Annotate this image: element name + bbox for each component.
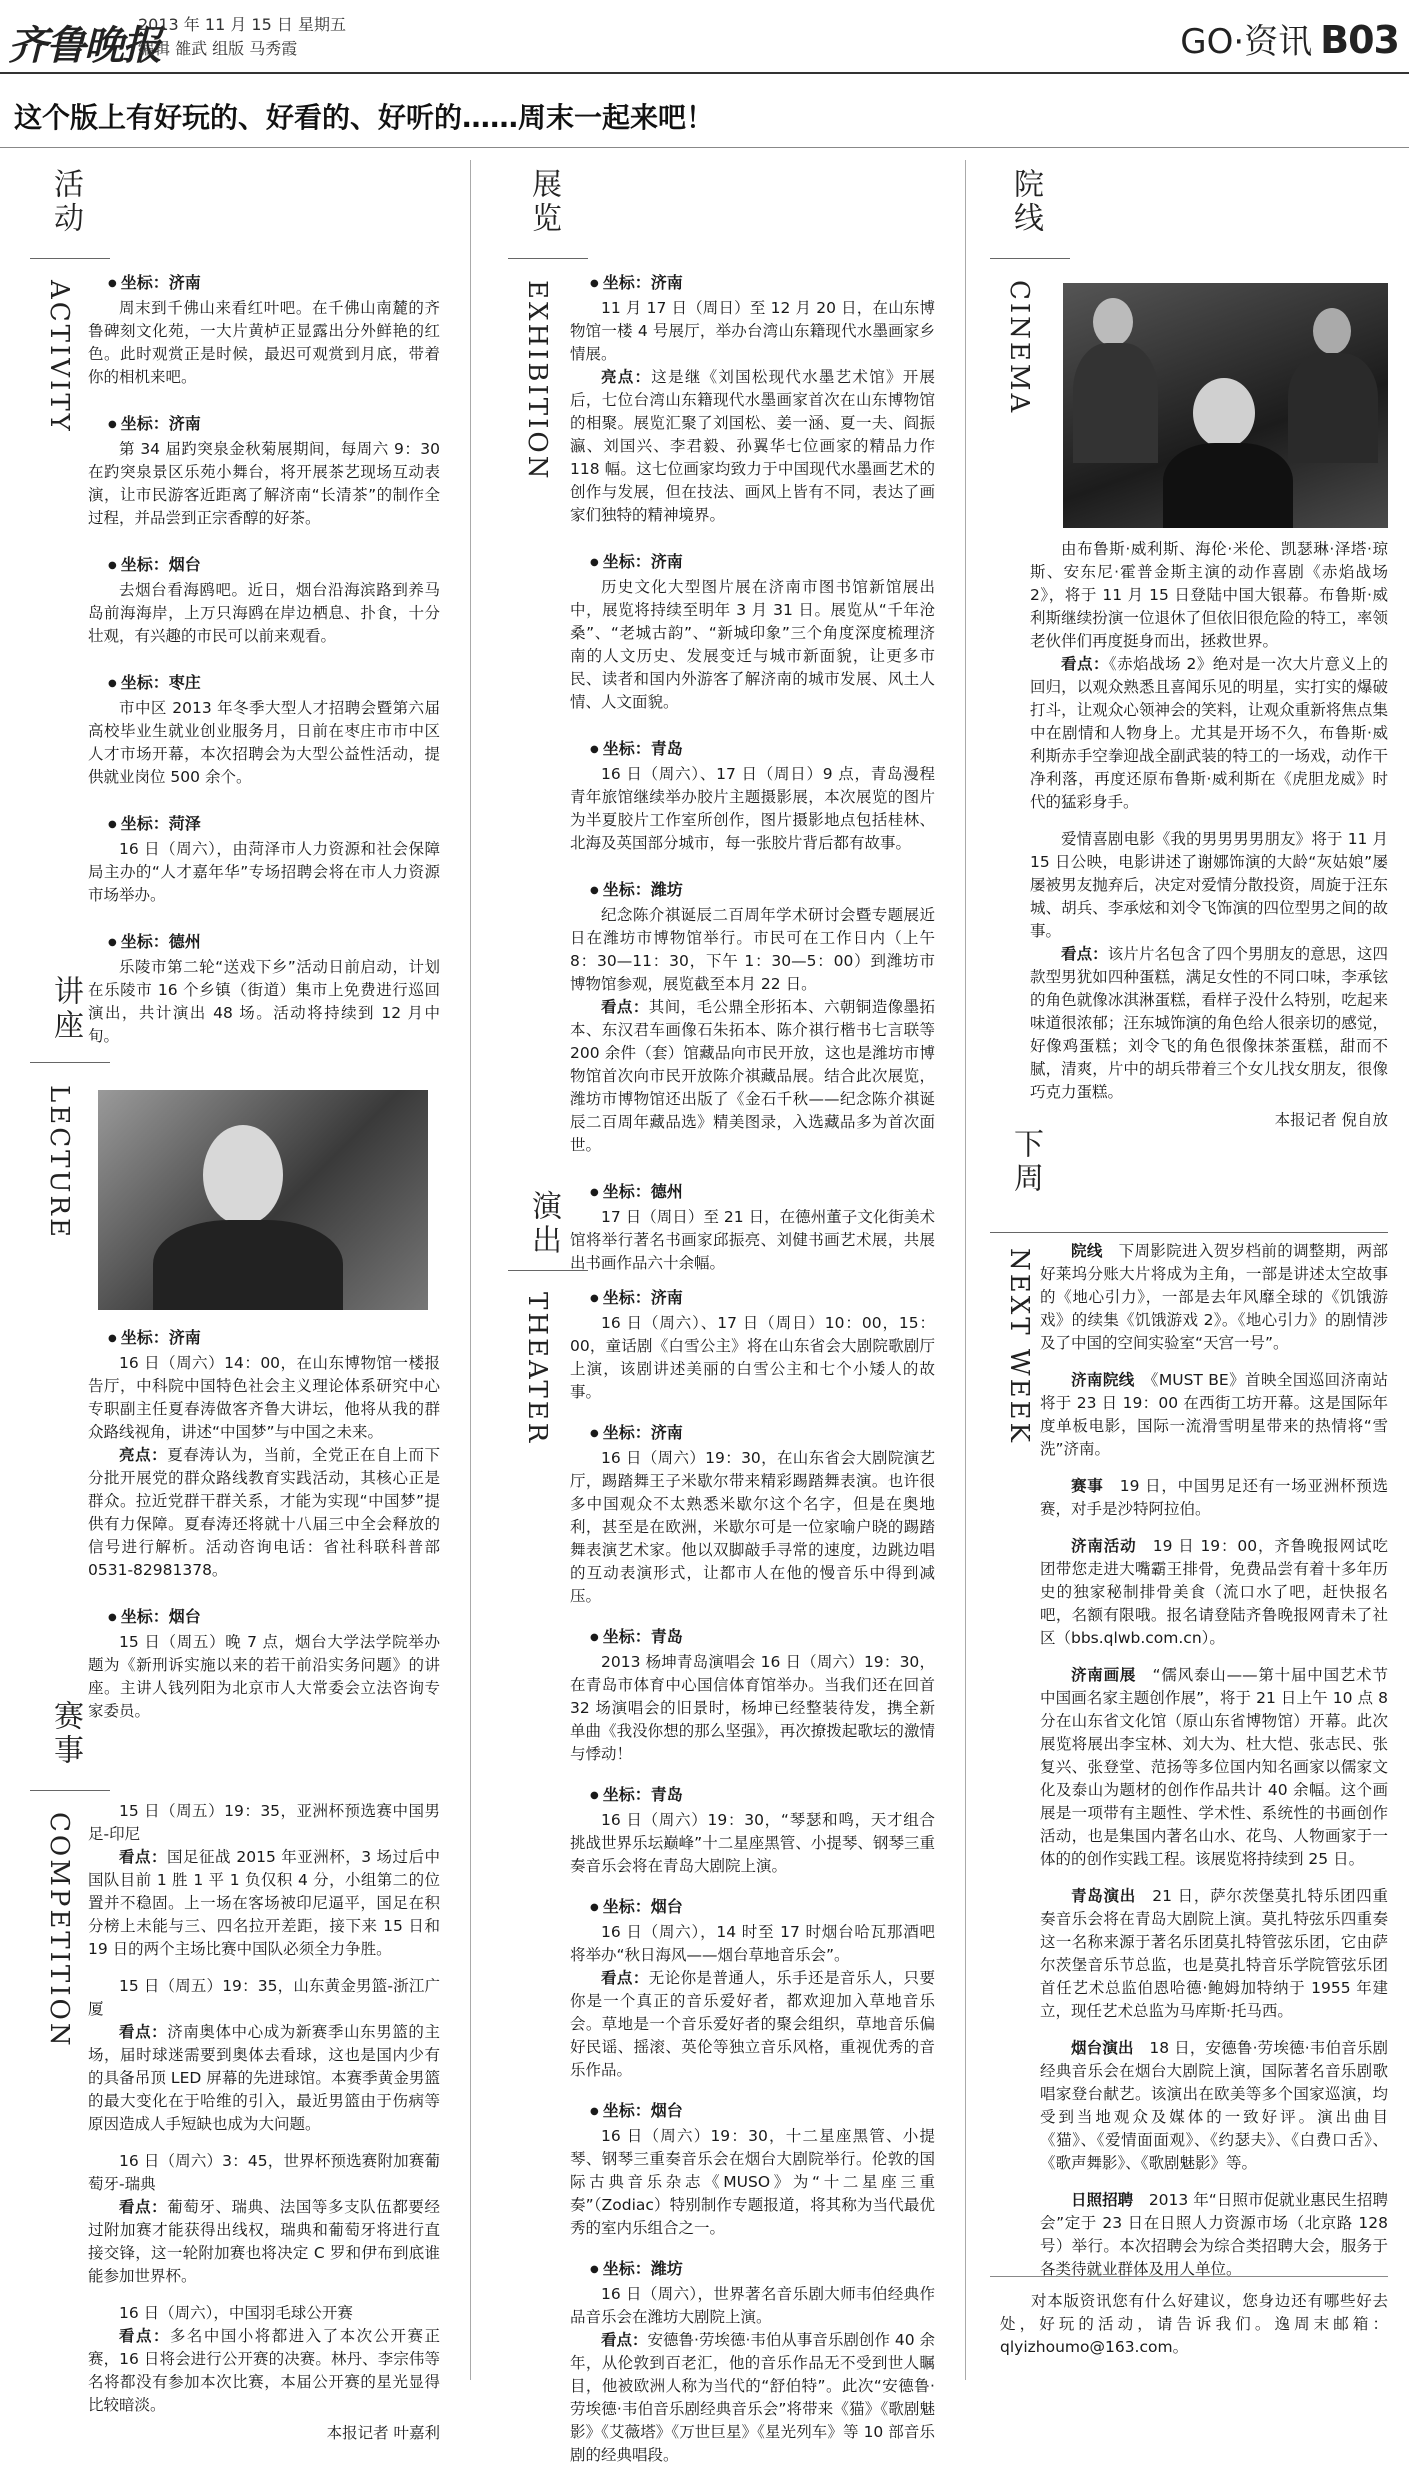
location-tag: ● 坐标：德州 [88, 929, 440, 952]
figure-body [1163, 443, 1293, 528]
portrait-face [203, 1125, 283, 1225]
item-highlight [88, 2196, 440, 2288]
list-item [570, 2098, 935, 2240]
issue-date: 2013 年 11 月 15 日 星期五 [138, 15, 346, 34]
item-text: 由布鲁斯·威利斯、海伦·米伦、凯瑟琳·泽塔·琼斯、安东尼·霍普金斯主演的动作喜剧《赤焰战场 2》，将于 11 月 15 日登陆中国大银幕。布鲁斯·威利斯继续扮演一位退休了但依旧很危险的特工，率领老伙伴们再度挺身而出，拯救世界。 [1030, 540, 1388, 650]
item-text: 17 日（周日）至 21 日，在德州董子文化街美术馆将举行著名书画家邱振亮、刘健书画艺术展，共展出书画作品六十余幅。 [570, 1208, 935, 1272]
list-item [1040, 1475, 1388, 1521]
location-tag: ● 坐标：烟台 [570, 1894, 935, 1917]
location-tag: ● 坐标：济南 [88, 270, 440, 293]
item-highlight [88, 2021, 440, 2136]
highlight-label: 看点： [601, 998, 649, 1016]
item-highlight [570, 2329, 935, 2467]
list-item [1040, 1885, 1388, 2023]
item-label: 日照招聘 [1071, 2191, 1134, 2209]
location-tag: ● 坐标：潍坊 [570, 2256, 935, 2279]
highlight-label: 看点： [119, 1848, 167, 1866]
highlight-label: 看点： [119, 2327, 170, 2345]
list-item [88, 2150, 440, 2288]
list-item [570, 1894, 935, 2082]
location-tag: ● 坐标：烟台 [88, 1604, 440, 1627]
headline-rule [0, 147, 1409, 148]
figure-head [1313, 308, 1351, 354]
location-tag: ● 坐标：青岛 [570, 736, 935, 759]
item-label: 济南院线 [1071, 1371, 1135, 1389]
item-text: 2013 杨坤青岛演唱会 16 日（周六）19：30，在青岛市体育中心国信体育馆举办。当我们还在回首 32 场演唱会的旧景时，杨坤已经整装待发，携全新单曲《我没你想的那么坚强》，再次撩拨起歌坛的激情与悸动！ [570, 1653, 935, 1763]
footer-rule [990, 2276, 1388, 2277]
item-text: 爱情喜剧电影《我的男男男男朋友》将于 11 月 15 日公映，电影讲述了谢娜饰演的大龄“灰姑娘”屡屡被男友抛弃后，决定对爱情分散投资，周旋于汪东城、胡兵、李承炫和刘令飞饰演的四位型男之间的故事。 [1030, 830, 1388, 940]
location-tag: ● 坐标：济南 [570, 1420, 935, 1443]
section-subtitle-nextweek: NEXT WEEK [1004, 1248, 1034, 1445]
item-highlight [570, 1967, 935, 2082]
list-item [570, 1179, 935, 1275]
list-item [570, 877, 935, 1157]
list-item [1040, 2189, 1388, 2281]
item-text: 15 日（周五）晚 7 点，烟台大学法学院举办题为《新刑诉实施以来的若干前沿实务问题》的讲座。主讲人钱列阳为北京市人大常委会立法咨询专家委员。 [88, 1633, 440, 1720]
item-text: 乐陵市第二轮“送戏下乡”活动日前启动，计划在乐陵市 16 个乡镇（街道）集市上免费进行巡回演出，共计演出 48 场。活动将持续到 12 月中旬。 [88, 958, 440, 1045]
section-rule [990, 258, 1070, 259]
location-tag: ● 坐标：烟台 [88, 552, 440, 575]
item-text: 19 日 19：00，齐鲁晚报网试吃团带您走进大嘴霸王排骨，免费品尝有着十多年历史的独家秘制排骨美食（流口水了吧，赶快报名吧，名额有限哦。报名请登陆齐鲁晚报网青未了社区（bbs.qlwb.com.cn）。 [1040, 1537, 1388, 1647]
highlight-label: 看点： [1061, 655, 1109, 673]
list-item [570, 549, 935, 714]
location-tag: ● 坐标：枣庄 [88, 670, 440, 693]
figure-head [1193, 378, 1255, 448]
highlight-text: 夏春涛认为，当前，全党正在自上而下分批开展党的群众路线教育实践活动，其核心正是群众。拉近党群干群关系，才能为实现“中国梦”提供有力保障。夏春涛还将就十八届三中全会释放的信号进行解析。活动咨询电话：省社科联科普部 0531-82981378。 [88, 1446, 440, 1579]
list-item [1040, 1369, 1388, 1461]
section-rule [30, 258, 110, 259]
list-item [570, 1420, 935, 1608]
item-text: 16 日（周六），由菏泽市人力资源和社会保障局主办的“人才嘉年华”专场招聘会将在市人力资源市场举办。 [88, 840, 440, 904]
list-item [1040, 2037, 1388, 2175]
location-tag: ● 坐标：烟台 [570, 2098, 935, 2121]
item-label: 赛事 [1071, 1477, 1104, 1495]
item-text: 18 日，安德鲁·劳埃德·韦伯音乐剧经典音乐会在烟台大剧院上演，国际著名音乐剧歌唱家登台献艺。该演出在欧美等多个国家巡演，均受到当地观众及媒体的一致好评。演出曲目《猫》、《爱情面面观》、《约瑟夫》、《白费口舌》、《歌声舞影》、《歌剧魅影》等。 [1040, 2039, 1388, 2172]
list-item [570, 736, 935, 855]
nextweek-list [1040, 1240, 1388, 2295]
item-highlight [1030, 653, 1388, 814]
highlight-text: 葡萄牙、瑞典、法国等多支队伍都要经过附加赛才能获得出线权，瑞典和葡萄牙将进行直接交锋，这一轮附加赛也将决定 C 罗和伊布到底谁能参加世界杯。 [88, 2198, 440, 2285]
item-text: 16 日（周六）14：00，在山东博物馆一楼报告厅，中科院中国特色社会主义理论体系研究中心专职副主任夏春涛做客齐鲁大讲坛，他将从我的群众路线视角，讲述“中国梦”与中国之未来。 [88, 1354, 440, 1441]
section-rule [30, 1790, 110, 1791]
location-tag: ● 坐标：济南 [88, 411, 440, 434]
item-label: 济南画展 [1071, 1666, 1137, 1684]
location-tag: ● 坐标：济南 [570, 549, 935, 572]
highlight-text: 其间，毛公鼎全形拓本、六朝铜造像墨拓本、东汉君车画像石朱拓本、陈介祺行楷书七言联等 200 余件（套）馆藏品向市民开放，这也是潍坊市博物馆首次向市民开放陈介祺藏品展。结合此次展览，潍坊市博物馆还出版了《金石千秋——纪念陈介祺诞辰二百周年藏品选》精美图录，入选藏品多为首次面世。 [570, 998, 935, 1154]
byline: 本报记者 倪自放 [1274, 1111, 1388, 1129]
list-item [570, 2256, 935, 2467]
lecture-list [88, 1325, 440, 1745]
highlight-label: 看点： [601, 2331, 648, 2349]
highlight-text: 国足征战 2015 年亚洲杯，3 场过后中国队目前 1 胜 1 平 1 负仅积 4 分，小组第二的位置并不稳固。上一场在客场被印尼逼平，国足在积分榜上未能与三、四名拉开差距，接下来 15 日和 19 日的两个主场比赛中国队必须全力争胜。 [88, 1848, 440, 1958]
item-text: 下周影院进入贺岁档前的调整期，两部好莱坞分账大片将成为主角，一部是讲述太空故事的《地心引力》，一部是去年风靡全球的《饥饿游戏》的续集《饥饿游戏 2》。《地心引力》的剧情涉及了中国的空间实验室“天宫一号”。 [1040, 1242, 1388, 1352]
section-rule [30, 1062, 110, 1063]
movie-still-photo [1063, 283, 1388, 528]
location-tag: ● 坐标：济南 [88, 1325, 440, 1348]
item-label: 烟台演出 [1071, 2039, 1134, 2057]
list-item [88, 270, 440, 389]
editors: 编辑 雒武 组版 马秀霞 [138, 39, 298, 58]
item-label: 济南活动 [1071, 1537, 1137, 1555]
newspaper-logo: 齐鲁晚报 [8, 22, 160, 69]
item-text: 16 日（周六）19：30，十二星座黑管、小提琴、钢琴三重奏音乐会在烟台大剧院举行。伦敦的国际古典音乐杂志《MUSO》为“十二星座三重奏”（Zodiac）特别制作专题报道，将其称为当代最优秀的室内乐组合之一。 [570, 2127, 935, 2237]
figure-head [1093, 298, 1133, 346]
list-item [88, 811, 440, 907]
location-tag: ● 坐标：济南 [570, 270, 935, 293]
item-text: “儒风泰山——第十届中国艺术节中国画名家主题创作展”，将于 21 日上午 10 点 8 分在山东省文化馆（原山东省博物馆）开幕。此次展览将展出李宝林、刘大为、杜大恺、张志民、张复兴、张登堂、范扬等多位国内知名画家以儒家文化及泰山为题材的创作作品共计 40 余幅。这个画展是一项带有主题性、学术性、系统性的书画创作活动，也是集国内著名山水、花鸟、人物画家于一体的的创作实践工程。该展览将持续到 25 日。 [1040, 1666, 1388, 1868]
page-number: B03 [1320, 18, 1399, 62]
highlight-text: 安德鲁·劳埃德·韦伯从事音乐剧创作 40 余年，从伦敦到百老汇，他的音乐作品无不受到世人瞩目，他被欧洲人称为当代的“舒伯特”。此次“安德鲁·劳埃德·韦伯音乐剧经典音乐会”将带来《猫》《歌剧魅影》《艾薇塔》《万世巨星》《星光列车》等 10 部音乐剧的经典唱段。 [570, 2331, 935, 2464]
item-highlight [1030, 943, 1388, 1104]
item-highlight [88, 2325, 440, 2417]
figure-body [1288, 353, 1378, 463]
section-title-nextweek: 下周 [1008, 1128, 1043, 1196]
byline: 本报记者 叶嘉利 [326, 2424, 440, 2442]
masthead-rule [0, 72, 1409, 74]
section-rule [508, 258, 588, 259]
item-text: 第 34 届趵突泉金秋菊展期间，每周六 9：30 在趵突泉景区乐苑小舞台，将开展茶艺现场互动表演，让市民游客近距离了解济南“长清茶”的制作全过程，并品尝到正宗香醇的好茶。 [88, 440, 440, 527]
item-label: 院线 [1071, 1242, 1103, 1260]
list-item [88, 1604, 440, 1723]
list-item [88, 1325, 440, 1582]
section-name: GO·资讯 [1180, 22, 1313, 62]
item-text: 16 日（周六）19：30，“琴瑟和鸣，天才组合挑战世界乐坛巅峰”十二星座黑管、小提琴、钢琴三重奏音乐会将在青岛大剧院上演。 [570, 1811, 935, 1875]
list-item [1030, 828, 1388, 1104]
item-highlight [88, 1444, 440, 1582]
reader-note-text: 对本版资讯您有什么好建议，您身边还有哪些好去处，好玩的活动，请告诉我们。逸周末邮箱：qlyizhoumo@163.com。 [1000, 2292, 1388, 2356]
item-label: 青岛演出 [1071, 1887, 1136, 1905]
section-title-lecture: 讲座 [48, 975, 83, 1043]
location-tag: ● 坐标：青岛 [570, 1624, 935, 1647]
competition-list [88, 1800, 440, 2443]
highlight-label: 亮点： [601, 368, 652, 386]
item-text: 市中区 2013 年冬季大型人才招聘会暨第六届高校毕业生就业创业服务月，日前在枣庄市市中区人才市场开幕，本次招聘会为大型公益性活动，提供就业岗位 500 余个。 [88, 699, 440, 786]
location-tag: ● 坐标：青岛 [570, 1782, 935, 1805]
item-text: 16 日（周六），世界著名音乐剧大师韦伯经典作品音乐会在潍坊大剧院上演。 [570, 2285, 935, 2326]
item-highlight [570, 996, 935, 1157]
list-item [1040, 1240, 1388, 1355]
lecturer-photo [98, 1090, 428, 1310]
item-text: 去烟台看海鸥吧。近日，烟台沿海滨路到养马岛前海海岸，上万只海鸥在岸边栖息、扑食，十分壮观，有兴趣的市民可以前来观看。 [88, 581, 440, 645]
exhibition-list [570, 270, 935, 1297]
section-subtitle-exhibition: EXHIBITION [522, 280, 552, 482]
item-text: 历史文化大型图片展在济南市图书馆新馆展出中，展览将持续至明年 3 月 31 日。展览从“千年沧桑”、“老城古韵”、“新城印象”三个角度深度梳理济南的人文历史、发展变迁与城市新面貌，让更多市民、读者和国内外游客了解济南的城市发展、风土人情、人文面貌。 [570, 578, 935, 711]
highlight-text: 这是继《刘国松现代水墨艺术馆》开展后，七位台湾山东籍现代水墨画家首次在山东博物馆的相聚。展览汇聚了刘国松、姜一涵、夏一夫、阎振瀛、刘国兴、李君毅、孙翼华七位画家的精品力作 118 幅。这七位画家均致力于中国现代水墨画艺术的创作与发展，但在技法、画风上皆有不同，表达了画家们独特的精神境界。 [570, 368, 935, 524]
item-text: 15 日（周五）19：35，亚洲杯预选赛中国男足-印尼 [88, 1802, 440, 1843]
section-subtitle-theater: THEATER [522, 1292, 552, 1446]
item-text: 16 日（周六）、17 日（周日）10：00，15：00，童话剧《白雪公主》将在山东省会大剧院歌剧厅上演，该剧讲述美丽的白雪公主和七个小矮人的故事。 [570, 1314, 935, 1401]
column-divider [470, 160, 471, 2380]
list-item [88, 1975, 440, 2136]
section-title-exhibition: 展览 [526, 168, 561, 236]
section-title-competition: 赛事 [48, 1700, 83, 1768]
location-tag: ● 坐标：德州 [570, 1179, 935, 1202]
section-title-cinema: 院线 [1008, 168, 1043, 236]
list-item [88, 670, 440, 789]
highlight-text: 济南奥体中心成为新赛季山东男篮的主场，届时球迷需要到奥体去看球，这也是国内少有的具备吊顶 LED 屏幕的先进球馆。本赛季黄金男篮的最大变化在于哈维的引入，最近男篮由于伤病等原因造成人手短缺也成为大问题。 [88, 2023, 440, 2133]
section-subtitle-activity: ACTIVITY [44, 280, 74, 434]
item-text: 19 日，中国男足还有一场亚洲杯预选赛，对手是沙特阿拉伯。 [1040, 1477, 1388, 1518]
figure-body [1073, 343, 1158, 463]
column-divider [965, 160, 966, 2380]
activity-list [88, 270, 440, 1070]
list-item [570, 270, 935, 527]
highlight-label: 看点： [1061, 945, 1108, 963]
highlight-label: 看点： [119, 2198, 168, 2216]
highlight-text: 该片片名包含了四个男朋友的意思，这四款型男犹如四种蛋糕，满足女性的不同口味，李承铉的角色就像冰淇淋蛋糕，看样子没什么特别，吃起来味道很浓郁；汪东城饰演的角色给人很亲切的感觉，好像鸡蛋糕；刘令飞的角色很像抹茶蛋糕，甜而不腻，清爽，片中的胡兵带着三个女儿找女朋友，很像巧克力蛋糕。 [1030, 945, 1388, 1101]
section-title-theater: 演出 [526, 1190, 561, 1258]
section-rule [508, 1270, 588, 1271]
list-item [570, 1285, 935, 1404]
section-subtitle-cinema: CINEMA [1004, 280, 1034, 416]
section-title-activity: 活动 [48, 168, 83, 236]
section-rule [990, 1232, 1388, 1233]
highlight-label: 看点： [601, 1969, 649, 1987]
item-text: 16 日（周六）19：30，在山东省会大剧院演艺厅，踢踏舞王子米歇尔带来精彩踢踏舞表演。也许很多中国观众不太熟悉米歇尔这个名字，但是在奥地利，甚至是在欧洲，米歇尔可是一位家喻户晓的踢踏舞表演艺术家。他以双脚敲手寻常的速度，边跳边唱的互动表演形式，让都市人在他的慢音乐中得到减压。 [570, 1449, 935, 1605]
list-item [570, 1782, 935, 1878]
list-item [88, 929, 440, 1048]
item-text: 2013 年“日照市促就业惠民生招聘会”定于 23 日在日照人力资源市场（北京路 128 号）举行。本次招聘会为综合类招聘大会，服务于各类待就业群体及用人单位。 [1040, 2191, 1388, 2278]
list-item [1030, 538, 1388, 814]
item-highlight [570, 366, 935, 527]
item-text: 11 月 17 日（周日）至 12 月 20 日，在山东博物馆一楼 4 号展厅，举办台湾山东籍现代水墨画家乡情展。 [570, 299, 935, 363]
page-section [1180, 14, 1399, 63]
cinema-list [1030, 538, 1388, 1130]
portrait-suit [153, 1220, 343, 1310]
list-item [88, 552, 440, 648]
page-headline: 这个版上有好玩的、好看的、好听的……周末一起来吧！ [14, 101, 715, 134]
highlight-text: 无论你是普通人，乐手还是音乐人，只要你是一个真正的音乐爱好者，都欢迎加入草地音乐会。草地是一个音乐爱好者的聚会组织，草地音乐偏好民谣、摇滚、英伦等独立音乐风格，重视优秀的音乐作品。 [570, 1969, 935, 2079]
reader-note [1000, 2290, 1388, 2359]
item-text: 16 日（周六）、17 日（周日）9 点，青岛漫程青年旅馆继续举办胶片主题摄影展，本次展览的图片为半夏胶片工作室所创作，图片摄影地点包括桂林、北海及英国部分城市，每一张胶片背后都有故事。 [570, 765, 935, 852]
item-text: 16 日（周六）3：45，世界杯预选赛附加赛葡萄牙-瑞典 [88, 2152, 440, 2193]
list-item [570, 1624, 935, 1766]
highlight-label: 看点： [119, 2023, 168, 2041]
location-tag: ● 坐标：济南 [570, 1285, 935, 1308]
location-tag: ● 坐标：潍坊 [570, 877, 935, 900]
list-item [88, 2302, 440, 2417]
theater-list [570, 1285, 935, 2467]
item-text: 21 日，萨尔茨堡莫扎特乐团四重奏音乐会将在青岛大剧院上演。莫扎特弦乐四重奏这一名称来源于著名乐团莫扎特管弦乐团，它由萨尔茨堡音乐节总监，也是莫扎特音乐学院管弦乐团首任艺术总监伯恩哈德·鲍姆加特纳于 1955 年建立，现任艺术总监为马库斯·托马西。 [1040, 1887, 1388, 2020]
list-item [88, 411, 440, 530]
section-subtitle-lecture: LECTURE [44, 1085, 74, 1240]
list-item [1040, 1664, 1388, 1871]
item-text: 15 日（周五）19：35，山东黄金男篮-浙江广厦 [88, 1977, 440, 2018]
item-text: 纪念陈介祺诞辰二百周年学术研讨会暨专题展近日在潍坊市博物馆举行。市民可在工作日内（上午 8：30—11：30，下午 1：30—5：00）到潍坊市博物馆参观，展览截至本月 22 日。 [570, 906, 935, 993]
highlight-text: 多名中国小将都进入了本次公开赛正赛，16 日将会进行公开赛的决赛。林丹、李宗伟等名将都没有参加本次比赛，本届公开赛的星光显得比较暗淡。 [88, 2327, 440, 2414]
item-text: 周末到千佛山来看红叶吧。在千佛山南麓的齐鲁碑刻文化苑，一大片黄栌正显露出分外鲜艳的红色。此时观赏正是时候，最迟可观赏到月底，带着你的相机来吧。 [88, 299, 440, 386]
item-text: 16 日（周六），中国羽毛球公开赛 [119, 2304, 353, 2322]
highlight-text: 《赤焰战场 2》绝对是一次大片意义上的回归，以观众熟悉且喜闻乐见的明星，实打实的爆破打斗，让观众心领神会的笑料，让观众重新将焦点集中在剧情和人物身上。尤其是开场不久，布鲁斯·威利斯赤手空拳迎战全副武装的特工的一场戏，动作干净利落，再度还原布鲁斯·威利斯在《虎胆龙威》时代的猛彩身手。 [1030, 655, 1388, 811]
item-highlight [88, 1846, 440, 1961]
masthead [0, 0, 1409, 80]
list-item [1040, 1535, 1388, 1650]
item-text: 《MUST BE》首映全国巡回济南站将于 23 日 19：00 在西街工坊开幕。这是国际年度单板电影，国际一流滑雪明星带来的热情将“雪洗”济南。 [1040, 1371, 1388, 1458]
highlight-label: 亮点： [119, 1446, 168, 1464]
item-text: 16 日（周六），14 时至 17 时烟台哈瓦那酒吧将举办“秋日海风——烟台草地音乐会”。 [570, 1923, 935, 1964]
list-item [88, 1800, 440, 1961]
location-tag: ● 坐标：菏泽 [88, 811, 440, 834]
section-subtitle-competition: COMPETITION [44, 1812, 74, 2049]
